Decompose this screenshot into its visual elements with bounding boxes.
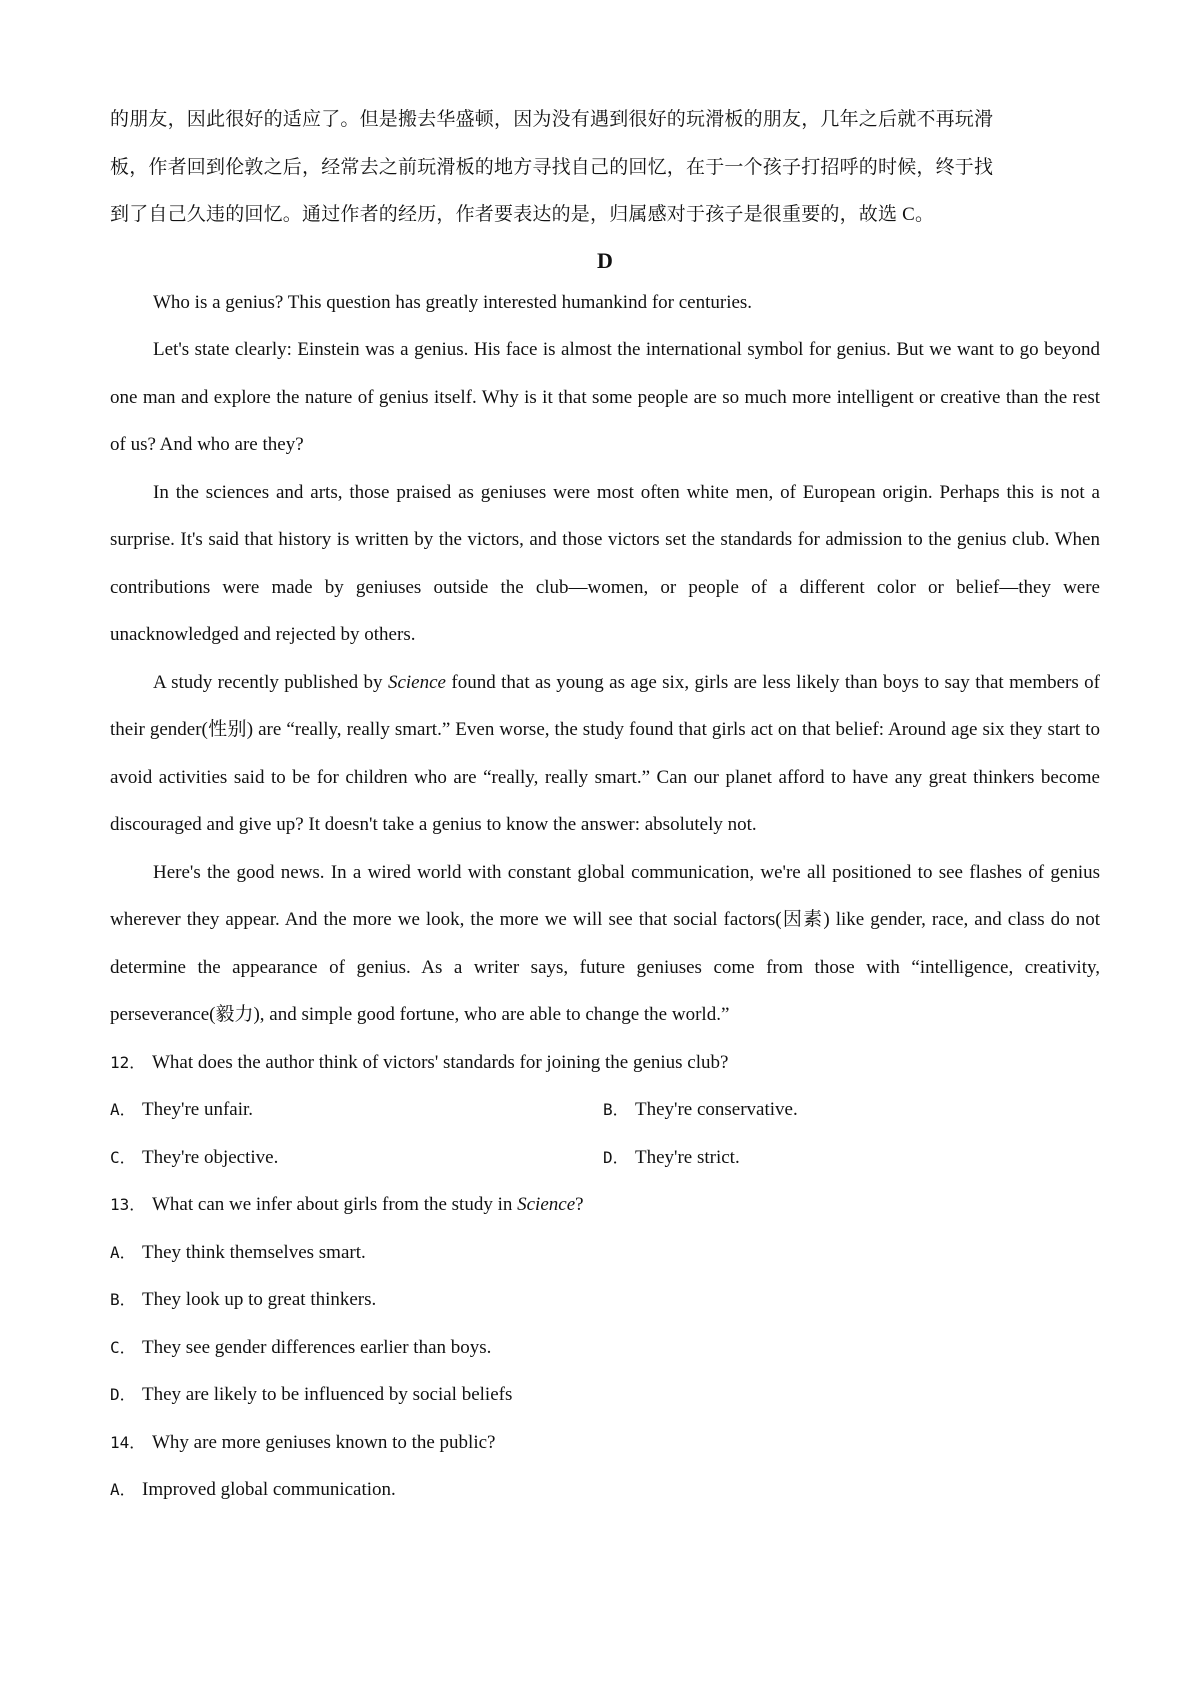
question-stem xyxy=(110,1039,1100,1087)
option-text: They look up to great thinkers. xyxy=(142,1289,377,1310)
question-text: What does the author think of victors' standards for joining the genius club? xyxy=(152,1051,729,1073)
section-title: D xyxy=(597,247,613,273)
option-d[interactable] xyxy=(110,1371,1100,1419)
passage-paragraph-1: Who is a genius? This question has greatly interested humankind for centuries. xyxy=(153,291,753,313)
passage-paragraph-3: In the sciences and arts, those praised as geniuses were most often white men, of European origin. Perhaps this is not a surprise. It's said that history is written by the victors, and those victors set the standards for admission to the genius club. When contributions were made by geniuses outside the club—women, or people of a different color or belief—they were unacknowledged and rejected by others. xyxy=(110,481,1100,645)
option-letter: D． xyxy=(110,1385,136,1404)
question-number: 13． xyxy=(110,1195,146,1214)
option-letter: D． xyxy=(603,1147,629,1167)
question-number: 14． xyxy=(110,1432,146,1452)
question-13 xyxy=(110,1181,1100,1419)
option-a[interactable] xyxy=(110,1466,1100,1514)
options-row xyxy=(110,1134,1100,1182)
question-text: What can we infer about girls from the study in xyxy=(152,1194,518,1215)
question-14 xyxy=(110,1419,1100,1514)
paragraph-text: found that as young as age six, girls are less likely than boys to say that members of their gender(性别) are “really, really smart.” Even worse, the study found that girls act on that belief: Around age six they start to avoid activities said to be for children who are “really, really smart.” Can our planet afford to have any great thinkers become discouraged and give up? It doesn't take a genius to know the answer: absolutely not. xyxy=(110,671,1100,835)
option-c[interactable] xyxy=(110,1134,603,1182)
option-text: They're objective. xyxy=(142,1146,279,1168)
option-letter: A． xyxy=(110,1100,136,1119)
option-c[interactable] xyxy=(110,1324,1100,1372)
option-text: They're strict. xyxy=(635,1146,740,1168)
option-letter: A． xyxy=(110,1480,136,1499)
option-a[interactable] xyxy=(110,1086,603,1134)
option-letter: B． xyxy=(603,1100,629,1119)
option-b[interactable] xyxy=(110,1276,1100,1324)
paragraph-text: A study recently published by xyxy=(153,671,388,693)
question-stem xyxy=(110,1419,1100,1467)
journal-name: Science xyxy=(517,1194,576,1215)
option-text: They're unfair. xyxy=(142,1099,254,1120)
option-text: They're conservative. xyxy=(635,1099,798,1120)
explanation-block xyxy=(110,96,1100,239)
passage-paragraph-4 xyxy=(110,659,1100,849)
option-text: Improved global communication. xyxy=(142,1479,396,1500)
option-text: They are likely to be influenced by social beliefs xyxy=(142,1384,513,1405)
passage-paragraph-5: Here's the good news. In a wired world with constant global communication, we're all positioned to see flashes of genius wherever they appear. And the more we look, the more we will see that social factors(因素) like gender, race, and class do not determine the appearance of genius. As a writer says, future geniuses come from those with “intelligence, creativity, perseverance(毅力), and simple good fortune, who are able to change the world.” xyxy=(110,861,1100,1025)
option-d[interactable] xyxy=(603,1134,740,1182)
option-letter: C． xyxy=(110,1147,136,1167)
document-page xyxy=(110,96,1100,1514)
journal-name: Science xyxy=(387,671,446,693)
question-number: 12． xyxy=(110,1052,146,1072)
question-12 xyxy=(110,1039,1100,1182)
option-a[interactable] xyxy=(110,1229,1100,1277)
explanation-line: 板，作者回到伦敦之后，经常去之前玩滑板的地方寻找自己的回忆，在于一个孩子打招呼的时候，终于找 xyxy=(110,156,994,178)
explanation-line: 到了自己久违的回忆。通过作者的经历，作者要表达的是，归属感对于孩子是很重要的，故选 C。 xyxy=(110,204,935,225)
passage-paragraph-2: Let's state clearly: Einstein was a genius. His face is almost the international symbol for genius. But we want to go beyond one man and explore the nature of genius itself. Why is it that some people are so much more intelligent or creative than the rest of us? And who are they? xyxy=(110,339,1100,455)
option-letter: A． xyxy=(110,1242,136,1262)
option-text: They think themselves smart. xyxy=(142,1241,366,1263)
options-row xyxy=(110,1086,1100,1134)
question-text: Why are more geniuses known to the public? xyxy=(152,1431,496,1453)
explanation-line: 的朋友，因此很好的适应了。但是搬去华盛顿，因为没有遇到很好的玩滑板的朋友，几年之后就不再玩滑 xyxy=(110,109,994,130)
option-letter: C． xyxy=(110,1337,136,1357)
question-text: ? xyxy=(575,1194,584,1215)
option-b[interactable] xyxy=(603,1086,798,1134)
option-text: They see gender differences earlier than boys. xyxy=(142,1336,492,1358)
option-letter: B． xyxy=(110,1290,136,1309)
reading-passage xyxy=(110,279,1100,1039)
question-stem xyxy=(110,1181,1100,1229)
